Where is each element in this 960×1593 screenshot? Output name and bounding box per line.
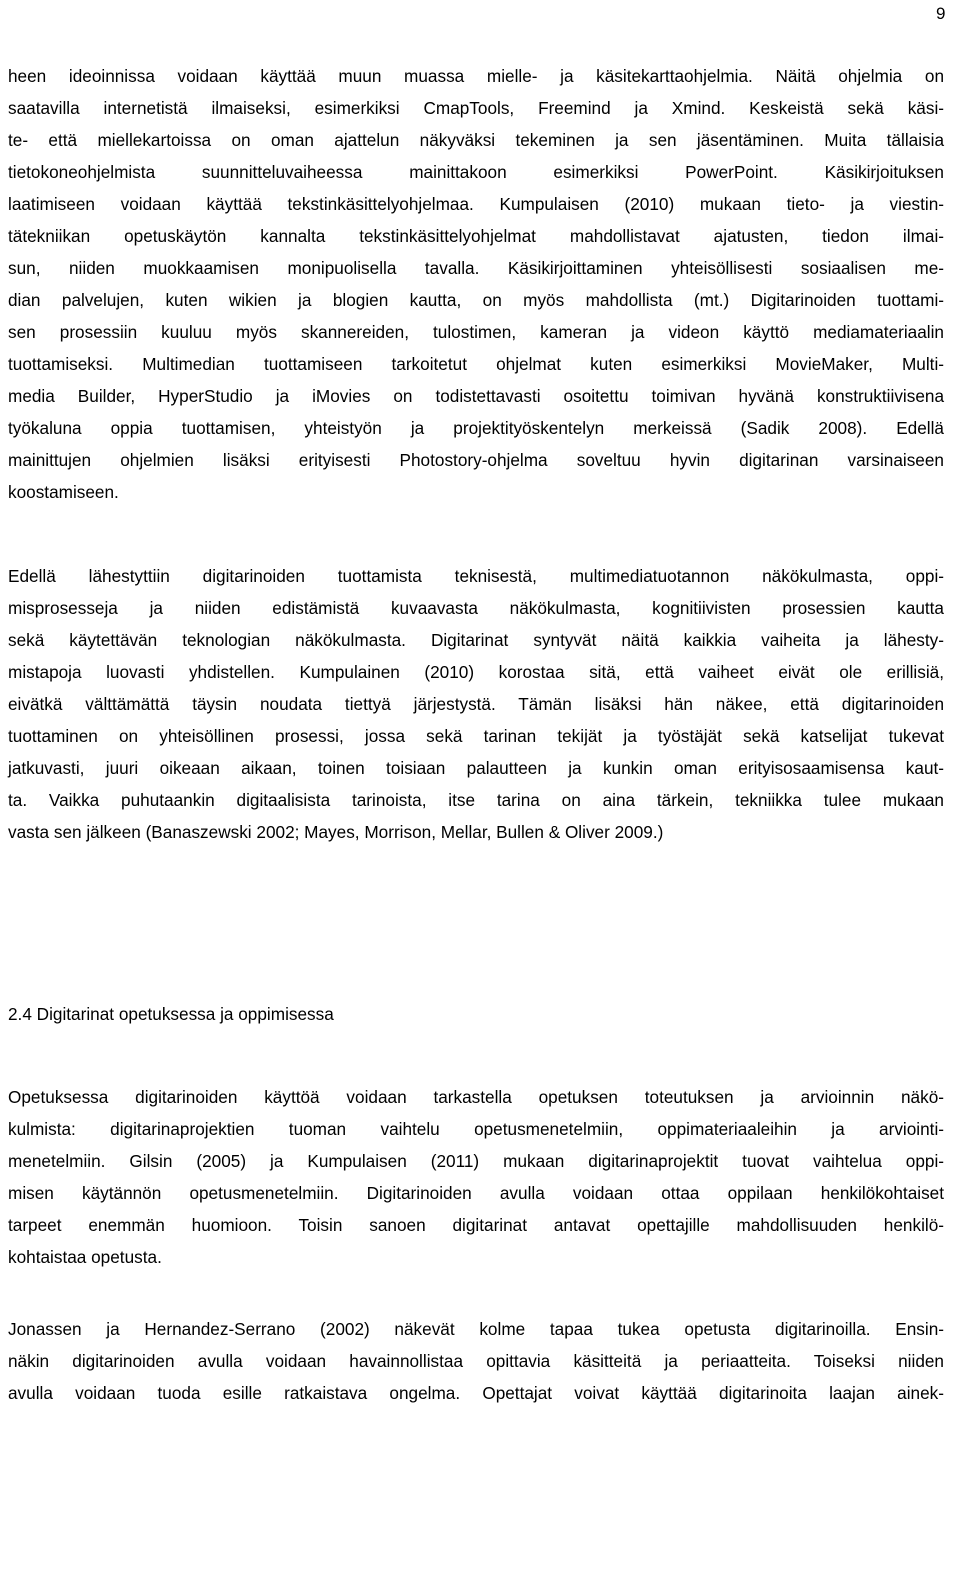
text-line: heen ideoinnissa voidaan käyttää muun muassa mielle- ja käsitekarttaohjelmia. Näitä ohjelmia on (8, 66, 944, 86)
text-line: misen käytännön opetusmenetelmiin. Digitarinoiden avulla voidaan ottaa oppilaan henkilökohtaiset (8, 1183, 944, 1203)
text-line: mistapoja luovasti yhdistellen. Kumpulainen (2010) korostaa sitä, että vaiheet eivät ole erillisiä, (8, 662, 944, 682)
text-line: sen prosessiin kuuluu myös skannereiden, tulostimen, kameran ja videon käyttö mediamateriaalin (8, 322, 944, 342)
text-line: Opetuksessa digitarinoiden käyttöä voidaan tarkastella opetuksen toteutuksen ja arvioinnin näkö- (8, 1087, 944, 1107)
text-line: laatimiseen voidaan käyttää tekstinkäsittelyohjelmaa. Kumpulaisen (2010) mukaan tieto- ja viestin- (8, 194, 944, 214)
text-line: te- että miellekartoissa on oman ajattelun näkyväksi tekeminen ja sen jäsentäminen. Muita tällaisia (8, 130, 944, 150)
text-line: dian palvelujen, kuten wikien ja blogien kautta, on myös mahdollista (mt.) Digitarinoiden tuottami- (8, 290, 944, 310)
text-line: eivätkä välttämättä täysin noudata tiettyä järjestystä. Tämän lisäksi hän näkee, että digitarinoiden (8, 694, 944, 714)
text-line: saatavilla internetistä ilmaiseksi, esimerkiksi CmapTools, Freemind ja Xmind. Keskeistä sekä käsi- (8, 98, 944, 118)
text-line: avulla voidaan tuoda esille ratkaistava ongelma. Opettajat voivat käyttää digitarinoita laajan ainek- (8, 1383, 944, 1403)
text-line: näkin digitarinoiden avulla voidaan havainnollistaa opittavia käsitteitä ja periaatteita. Toiseksi niiden (8, 1351, 944, 1371)
text-line: sekä käytettävän teknologian näkökulmasta. Digitarinat syntyvät näitä kaikkia vaiheita ja lähesty- (8, 630, 944, 650)
text-line: Jonassen ja Hernandez-Serrano (2002) näkevät kolme tapaa tukea opetusta digitarinoilla. Ensin- (8, 1319, 944, 1339)
text-line: tätekniikan opetuskäytön kannalta tekstinkäsittelyohjelmat mahdollistavat ajatusten, tiedon ilmai- (8, 226, 944, 246)
text-line: tarpeet enemmän huomioon. Toisin sanoen digitarinat antavat opettajille mahdollisuuden henkilö- (8, 1215, 944, 1235)
text-line: misprosesseja ja niiden edistämistä kuvaavasta näkökulmasta, kognitiivisten prosessien kautta (8, 598, 944, 618)
text-line: työkaluna oppia tuottamisen, yhteistyön ja projektityöskentelyn merkeissä (Sadik 2008). Edellä (8, 418, 944, 438)
text-line: tuottamiseksi. Multimedian tuottamiseen tarkoitetut ohjelmat kuten esimerkiksi MovieMaker, Multi- (8, 354, 944, 374)
text-line: mainittujen ohjelmien lisäksi erityisesti Photostory-ohjelma soveltuu hyvin digitarinan varsinaiseen (8, 450, 944, 470)
text-line: vasta sen jälkeen (Banaszewski 2002; Mayes, Morrison, Mellar, Bullen & Oliver 2009.) (8, 822, 664, 842)
page-number: 9 (936, 4, 946, 23)
text-line: kulmista: digitarinaprojektien tuoman vaihtelu opetusmenetelmiin, oppimateriaaleihin ja arviointi- (8, 1119, 944, 1139)
text-line: sun, niiden muokkaamisen monipuolisella tavalla. Käsikirjoittaminen yhteisöllisesti sosiaalisen me- (8, 258, 944, 278)
section-heading: 2.4 Digitarinat opetuksessa ja oppimisessa (8, 1004, 334, 1024)
text-line: Edellä lähestyttiin digitarinoiden tuottamista teknisestä, multimediatuotannon näkökulmasta, oppi- (8, 566, 944, 586)
text-line: jatkuvasti, juuri oikeaan aikaan, toinen toisiaan palautteen ja kunkin oman erityisosaamisensa kaut- (8, 758, 944, 778)
text-line: kohtaistaa opetusta. (8, 1247, 162, 1267)
text-line: ta. Vaikka puhutaankin digitaalisista tarinoista, itse tarina on aina tärkein, tekniikka tulee mukaan (8, 790, 944, 810)
text-line: tietokoneohjelmista suunnitteluvaiheessa mainittakoon esimerkiksi PowerPoint. Käsikirjoituksen (8, 162, 944, 182)
text-line: tuottaminen on yhteisöllinen prosessi, jossa sekä tarinan tekijät ja työstäjät sekä katselijat tukevat (8, 726, 944, 746)
text-line: media Builder, HyperStudio ja iMovies on todistettavasti osoitettu toimivan hyvänä konstruktiivisena (8, 386, 944, 406)
text-line: koostamiseen. (8, 482, 119, 502)
text-line: menetelmiin. Gilsin (2005) ja Kumpulaisen (2011) mukaan digitarinaprojektit tuovat vaihtelua oppi- (8, 1151, 944, 1171)
